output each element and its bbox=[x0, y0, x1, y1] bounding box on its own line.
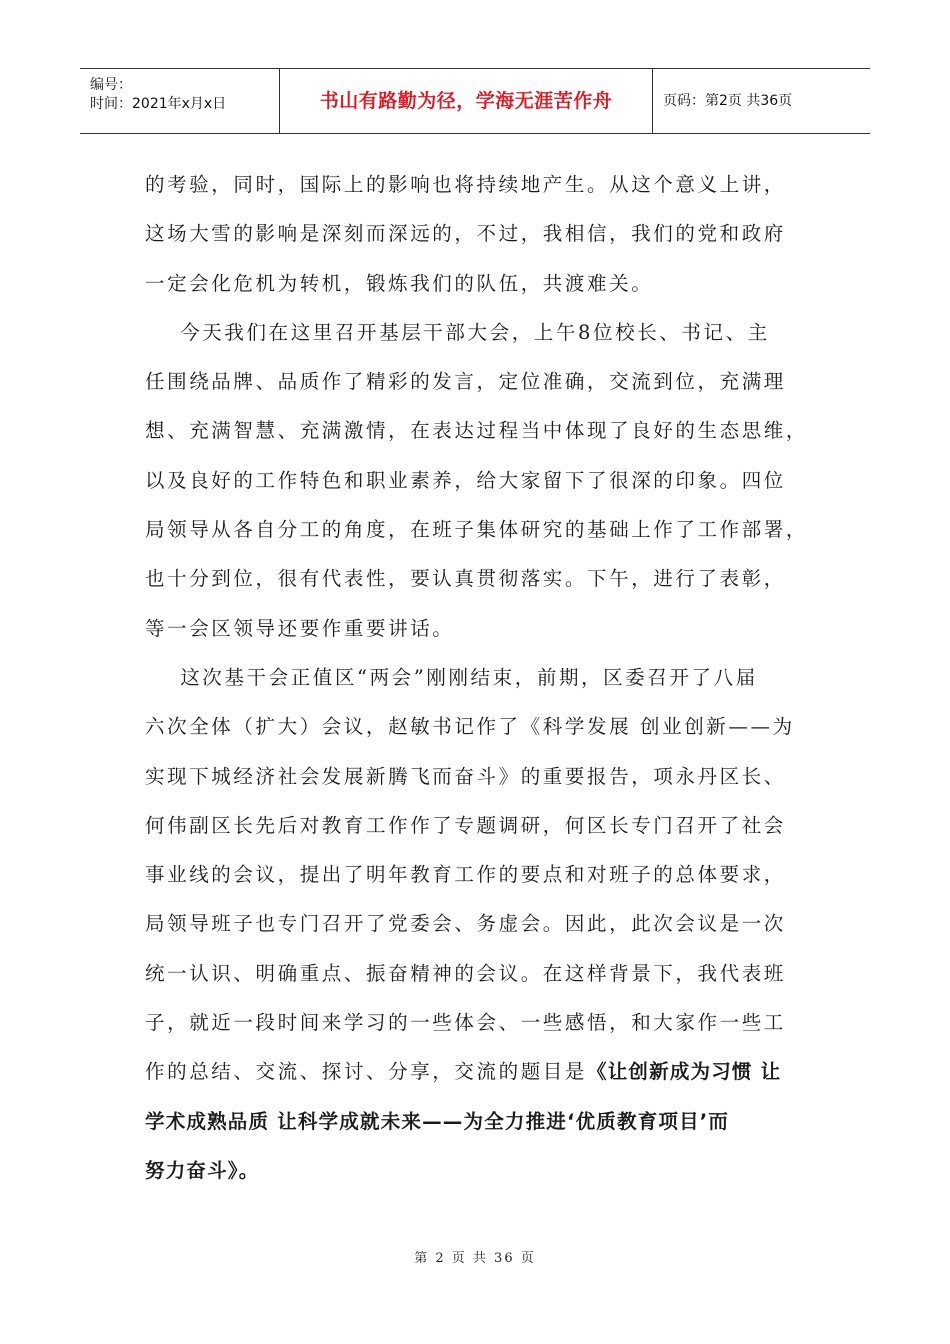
body-line: 今天我们在这里召开基层干部大会，上午8位校长、书记、主 bbox=[145, 320, 770, 344]
body-line: 这次基干会正值区“两会”刚刚结束，前期，区委召开了八届 bbox=[145, 665, 758, 689]
doc-number-label: 编号： bbox=[90, 77, 132, 93]
body-line: 等一会区领导还要作重要讲话。 bbox=[145, 616, 455, 640]
header-meta-cell bbox=[80, 69, 280, 133]
body-line: 以及良好的工作特色和职业素养，给大家留下了很深的印象。四位 bbox=[145, 468, 786, 492]
body-line: 一定会化危机为转机，锻炼我们的队伍，共渡难关。 bbox=[145, 271, 654, 295]
body-line: 也十分到位，很有代表性，要认真贯彻落实。下午，进行了表彰， bbox=[145, 567, 786, 591]
body-line: 何伟副区长先后对教育工作作了专题调研，何区长专门召开了社会 bbox=[145, 813, 786, 837]
body-line-mixed bbox=[145, 1047, 810, 1096]
body-line: 子，就近一段时间来学习的一些体会、一些感悟，和大家作一些工 bbox=[145, 1011, 786, 1035]
doc-time-label: 时间：2021年x月x日 bbox=[90, 96, 227, 112]
body-line-normal-part: 作的总结、交流、探讨、分享，交流的题目是 bbox=[145, 1060, 588, 1084]
speech-title-line: 学术成熟品质 让科学成就未来——为全力推进‘优质教育项目’而 bbox=[145, 1109, 730, 1133]
header-page-info: 页码：第2页 共36页 bbox=[663, 93, 793, 109]
speech-title-start: 《让创新成为习惯 让 bbox=[587, 1060, 782, 1084]
body-line: 任围绕品牌、品质作了精彩的发言，定位准确，交流到位，充满理 bbox=[145, 370, 786, 394]
header-motto: 书山有路勤为径，学海无涯苦作舟 bbox=[280, 69, 653, 133]
document-body bbox=[145, 160, 810, 1195]
speech-title-line: 努力奋斗》。 bbox=[145, 1158, 260, 1182]
body-line: 局领导从各自分工的角度，在班子集体研究的基础上作了工作部署， bbox=[145, 518, 809, 542]
body-line: 统一认识、明确重点、振奋精神的会议。在这样背景下，我代表班 bbox=[145, 961, 786, 985]
body-line: 六次全体（扩大）会议，赵敏书记作了《科学发展 创业创新——为 bbox=[145, 715, 795, 739]
body-line: 局领导班子也专门召开了党委会、务虚会。因此，此次会议是一次 bbox=[145, 912, 786, 936]
page-footer: 第 2 页 共 36 页 bbox=[414, 1251, 536, 1266]
body-line: 的考验，同时，国际上的影响也将持续地产生。从这个意义上讲， bbox=[145, 173, 786, 196]
body-line: 想、充满智慧、充满激情，在表达过程当中体现了良好的生态思维， bbox=[145, 419, 809, 443]
body-line: 实现下城经济社会发展新腾飞而奋斗》的重要报告，项永丹区长、 bbox=[145, 764, 786, 788]
body-line: 这场大雪的影响是深刻而深远的，不过，我相信，我们的党和政府 bbox=[145, 222, 786, 246]
body-line: 事业线的会议，提出了明年教育工作的要点和对班子的总体要求， bbox=[145, 863, 786, 887]
page-header bbox=[80, 68, 870, 134]
